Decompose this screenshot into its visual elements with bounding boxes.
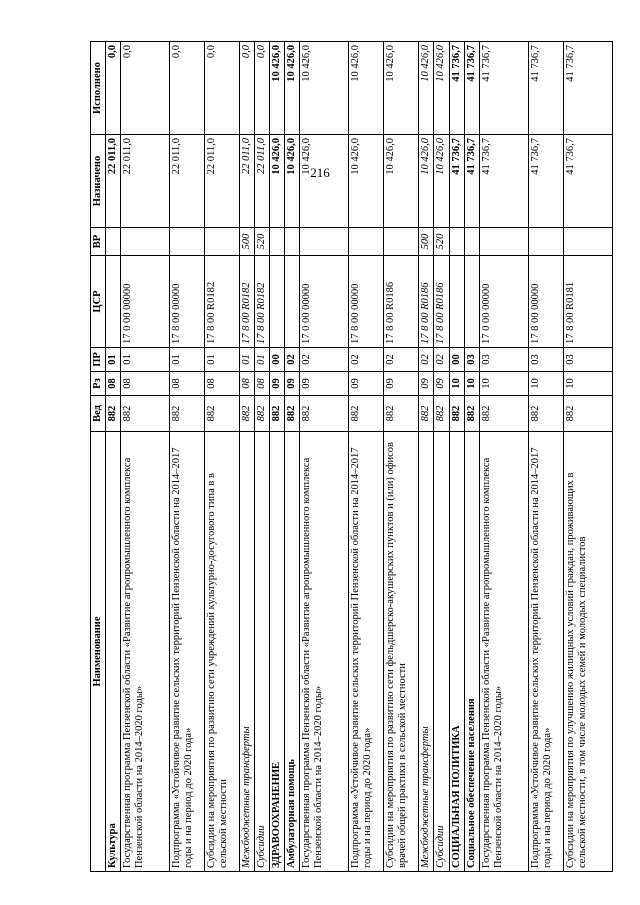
cell-csr: 17 0 00 00000 — [479, 256, 528, 348]
cell-pr: 01 — [205, 348, 240, 372]
cell-ved: 882 — [170, 396, 205, 432]
cell-executed: 10 426,0 — [384, 42, 419, 135]
cell-rz: 08 — [121, 372, 170, 396]
cell-pr: 03 — [563, 348, 612, 372]
table-header-row — [91, 42, 106, 872]
table-row — [528, 42, 563, 872]
cell-name: Государственная программа Пензенской области «Развитие агропромышленного комплекса Пензенской области на 2014–2020 годы» — [479, 432, 528, 872]
cell-rz: 09 — [300, 372, 349, 396]
cell-ved: 882 — [240, 396, 255, 432]
cell-assigned: 22 011,0 — [121, 135, 170, 228]
cell-name: СОЦИАЛЬНАЯ ПОЛИТИКА — [449, 432, 464, 872]
cell-executed: 10 426,0 — [270, 42, 285, 135]
cell-ved: 882 — [300, 396, 349, 432]
cell-csr: 17 8 00 R0182 — [240, 256, 255, 348]
cell-rz: 10 — [464, 372, 479, 396]
table-row — [479, 42, 528, 872]
cell-assigned: 10 426,0 — [419, 135, 434, 228]
cell-pr: 02 — [419, 348, 434, 372]
cell-rz: 08 — [205, 372, 240, 396]
cell-rz: 09 — [434, 372, 449, 396]
cell-pr: 02 — [300, 348, 349, 372]
header-ved: Вед — [91, 396, 106, 432]
cell-vr — [464, 228, 479, 256]
cell-executed: 10 426,0 — [419, 42, 434, 135]
cell-name: Амбулаторная помощь — [285, 432, 300, 872]
cell-vr — [205, 228, 240, 256]
header-name: Наименование — [91, 432, 106, 872]
cell-pr: 00 — [270, 348, 285, 372]
cell-assigned: 41 736,7 — [449, 135, 464, 228]
cell-executed: 10 426,0 — [300, 42, 349, 135]
rotated-table-canvas — [90, 42, 588, 872]
cell-csr — [106, 256, 121, 348]
cell-rz: 10 — [449, 372, 464, 396]
cell-pr: 00 — [449, 348, 464, 372]
cell-name: Подпрограмма «Устойчивое развитие сельских территорий Пензенской области на 2014–2017 годы и на период до 2020 года» — [349, 432, 384, 872]
cell-executed: 41 736,7 — [563, 42, 612, 135]
table-row — [106, 42, 121, 872]
cell-assigned: 10 426,0 — [434, 135, 449, 228]
cell-ved: 882 — [270, 396, 285, 432]
cell-executed: 41 736,7 — [449, 42, 464, 135]
header-executed: Исполнено — [91, 42, 106, 135]
table-body — [106, 42, 613, 872]
cell-csr: 17 8 00 00000 — [349, 256, 384, 348]
cell-csr: 17 8 00 R0186 — [384, 256, 419, 348]
cell-name: Подпрограмма «Устойчивое развитие сельских территорий Пензенской области на 2014–2017 годы и на период до 2020 года» — [528, 432, 563, 872]
cell-rz: 08 — [240, 372, 255, 396]
cell-pr: 02 — [434, 348, 449, 372]
cell-ved: 882 — [285, 396, 300, 432]
cell-ved: 882 — [464, 396, 479, 432]
cell-pr: 02 — [384, 348, 419, 372]
cell-executed: 0,0 — [121, 42, 170, 135]
cell-ved: 882 — [384, 396, 419, 432]
cell-csr: 17 8 00 R0186 — [419, 256, 434, 348]
cell-assigned: 22 011,0 — [170, 135, 205, 228]
cell-csr: 17 8 00 00000 — [170, 256, 205, 348]
cell-ved: 882 — [106, 396, 121, 432]
cell-pr: 01 — [106, 348, 121, 372]
cell-pr: 01 — [121, 348, 170, 372]
cell-assigned: 22 011,0 — [255, 135, 270, 228]
cell-vr: 520 — [434, 228, 449, 256]
table-row — [285, 42, 300, 872]
cell-assigned: 10 426,0 — [349, 135, 384, 228]
cell-ved: 882 — [205, 396, 240, 432]
cell-vr — [349, 228, 384, 256]
cell-name: Государственная программа Пензенской области «Развитие агропромышленного комплекса Пензенской области на 2014–2020 годы» — [121, 432, 170, 872]
cell-name: Межбюджетные трансферты — [419, 432, 434, 872]
cell-ved: 882 — [349, 396, 384, 432]
cell-pr: 02 — [285, 348, 300, 372]
cell-vr — [270, 228, 285, 256]
cell-csr: 17 8 00 R0181 — [563, 256, 612, 348]
cell-executed: 0,0 — [255, 42, 270, 135]
cell-executed: 10 426,0 — [285, 42, 300, 135]
cell-pr: 03 — [528, 348, 563, 372]
cell-name: Субсидии — [434, 432, 449, 872]
cell-rz: 10 — [479, 372, 528, 396]
table-row — [384, 42, 419, 872]
cell-vr — [300, 228, 349, 256]
cell-name: ЗДРАВООХРАНЕНИЕ — [270, 432, 285, 872]
table-row — [464, 42, 479, 872]
cell-vr — [106, 228, 121, 256]
table-row — [434, 42, 449, 872]
table-row — [255, 42, 270, 872]
cell-executed: 41 736,7 — [479, 42, 528, 135]
cell-ved: 882 — [121, 396, 170, 432]
cell-executed: 0,0 — [106, 42, 121, 135]
cell-pr: 01 — [170, 348, 205, 372]
cell-ved: 882 — [449, 396, 464, 432]
cell-assigned: 41 736,7 — [563, 135, 612, 228]
cell-assigned: 10 426,0 — [384, 135, 419, 228]
cell-name: Культура — [106, 432, 121, 872]
table-row — [419, 42, 434, 872]
cell-csr: 17 8 00 00000 — [528, 256, 563, 348]
cell-executed: 10 426,0 — [434, 42, 449, 135]
cell-name: Субсидии на мероприятия по развитию сети фельдшерско-акушерских пунктов и (или) офисов врачей общей практики в сельской местности — [384, 432, 419, 872]
cell-assigned: 41 736,7 — [479, 135, 528, 228]
cell-assigned: 22 011,0 — [240, 135, 255, 228]
cell-csr — [449, 256, 464, 348]
cell-pr: 02 — [349, 348, 384, 372]
cell-rz: 08 — [170, 372, 205, 396]
cell-vr — [170, 228, 205, 256]
budget-table — [90, 41, 613, 872]
cell-pr: 01 — [255, 348, 270, 372]
cell-assigned: 22 011,0 — [205, 135, 240, 228]
cell-csr: 17 0 00 00000 — [121, 256, 170, 348]
cell-executed: 41 736,7 — [528, 42, 563, 135]
header-pr: ПР — [91, 348, 106, 372]
cell-assigned: 41 736,7 — [528, 135, 563, 228]
cell-vr — [528, 228, 563, 256]
table-row — [563, 42, 612, 872]
header-rz: Рз — [91, 372, 106, 396]
cell-csr — [464, 256, 479, 348]
cell-rz: 09 — [270, 372, 285, 396]
cell-vr — [563, 228, 612, 256]
cell-ved: 882 — [419, 396, 434, 432]
header-assigned: Назначено — [91, 135, 106, 228]
cell-rz: 08 — [255, 372, 270, 396]
cell-csr — [270, 256, 285, 348]
table-row — [349, 42, 384, 872]
cell-vr: 500 — [240, 228, 255, 256]
page-number: 216 — [310, 165, 330, 180]
cell-executed: 0,0 — [205, 42, 240, 135]
rotated-table-frame — [90, 42, 588, 872]
cell-executed: 41 736,7 — [464, 42, 479, 135]
cell-executed: 0,0 — [240, 42, 255, 135]
cell-vr — [384, 228, 419, 256]
cell-name: Социальное обеспечение населения — [464, 432, 479, 872]
cell-rz: 10 — [563, 372, 612, 396]
cell-pr: 03 — [479, 348, 528, 372]
table-row — [270, 42, 285, 872]
cell-pr: 01 — [240, 348, 255, 372]
cell-name: Подпрограмма «Устойчивое развитие сельских территорий Пензенской области на 2014–2017 годы и на период до 2020 года» — [170, 432, 205, 872]
cell-csr: 17 8 00 R0182 — [255, 256, 270, 348]
cell-vr: 520 — [255, 228, 270, 256]
cell-name: Межбюджетные трансферты — [240, 432, 255, 872]
table-row — [240, 42, 255, 872]
cell-executed: 0,0 — [170, 42, 205, 135]
cell-ved: 882 — [528, 396, 563, 432]
cell-ved: 882 — [434, 396, 449, 432]
cell-vr — [479, 228, 528, 256]
cell-vr — [285, 228, 300, 256]
table-row — [300, 42, 349, 872]
cell-vr — [121, 228, 170, 256]
cell-assigned: 10 426,0 — [285, 135, 300, 228]
cell-assigned: 10 426,0 — [300, 135, 349, 228]
header-vr: ВР — [91, 228, 106, 256]
table-row — [205, 42, 240, 872]
table-row — [121, 42, 170, 872]
cell-rz: 09 — [419, 372, 434, 396]
cell-assigned: 10 426,0 — [270, 135, 285, 228]
cell-rz: 08 — [106, 372, 121, 396]
cell-name: Субсидии на мероприятия по развитию сети учреждений культурно-досугового типа в в сельской местности — [205, 432, 240, 872]
cell-pr: 03 — [464, 348, 479, 372]
cell-assigned: 22 011,0 — [106, 135, 121, 228]
cell-assigned: 41 736,7 — [464, 135, 479, 228]
cell-name: Государственная программа Пензенской области «Развитие агропромышленного комплекса Пензенской области на 2014–2020 годы» — [300, 432, 349, 872]
table-row — [449, 42, 464, 872]
cell-rz: 09 — [349, 372, 384, 396]
cell-rz: 09 — [384, 372, 419, 396]
cell-name: Субсидии на мероприятия по улучшению жилищных условий граждан, проживающих в сельской местности, в том числе молодых семей и молодых специалистов — [563, 432, 612, 872]
cell-rz: 10 — [528, 372, 563, 396]
cell-csr: 17 0 00 00000 — [300, 256, 349, 348]
cell-rz: 09 — [285, 372, 300, 396]
cell-csr: 17 8 00 R0182 — [205, 256, 240, 348]
cell-vr: 500 — [419, 228, 434, 256]
header-csr: ЦСР — [91, 256, 106, 348]
cell-name: Субсидии — [255, 432, 270, 872]
cell-ved: 882 — [563, 396, 612, 432]
table-row — [170, 42, 205, 872]
cell-csr — [285, 256, 300, 348]
cell-ved: 882 — [479, 396, 528, 432]
cell-csr: 17 8 00 R0186 — [434, 256, 449, 348]
cell-executed: 10 426,0 — [349, 42, 384, 135]
cell-vr — [449, 228, 464, 256]
cell-ved: 882 — [255, 396, 270, 432]
